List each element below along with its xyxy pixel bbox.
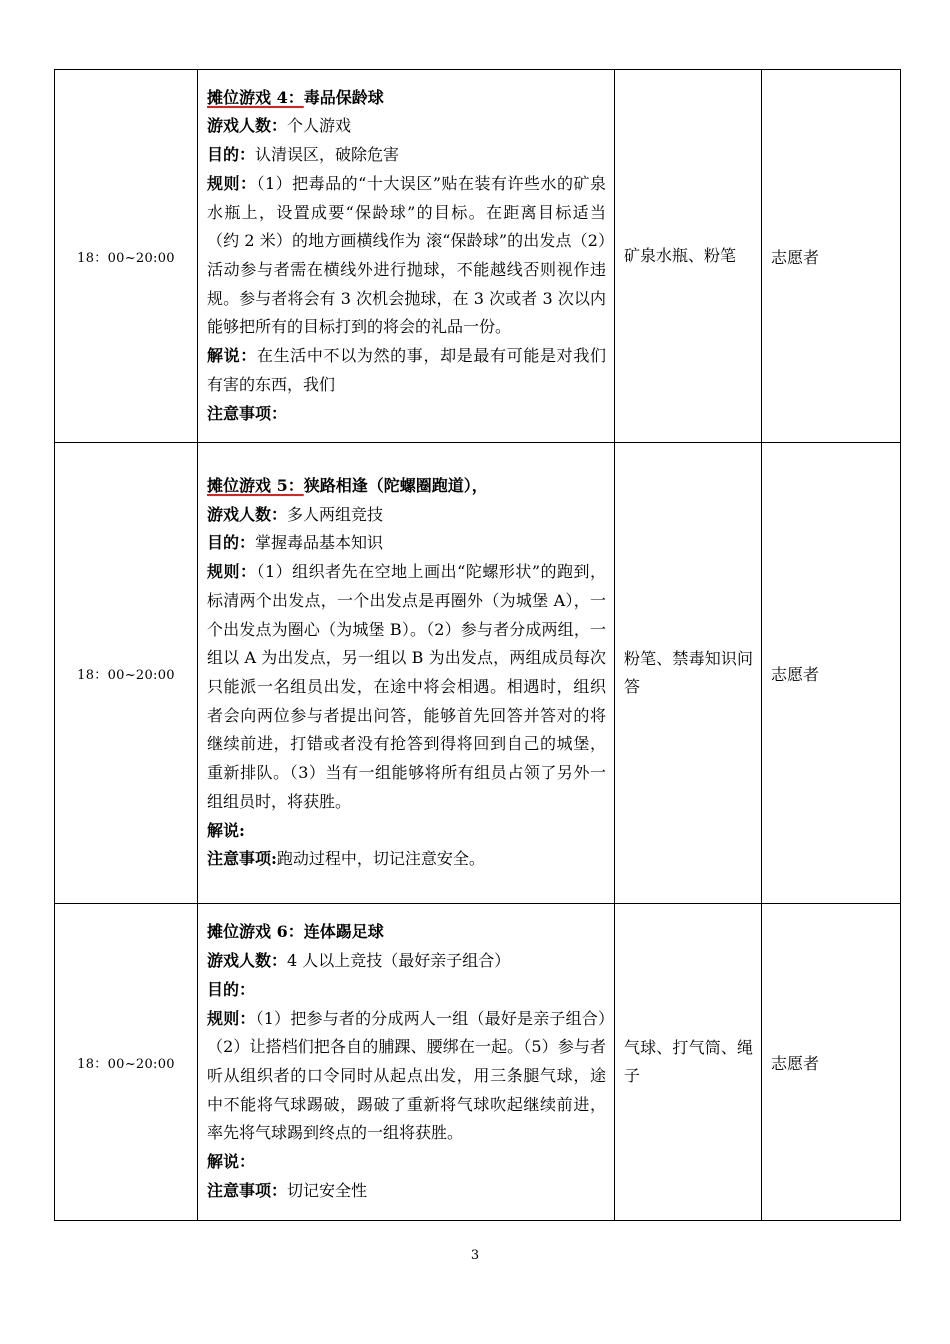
game-title-prefix: 摊位游戏 5：	[207, 476, 304, 496]
players-line	[207, 501, 606, 530]
time-cell: 18：00~20:00	[55, 904, 198, 1221]
rules-value: （1）把毒品的“十大误区”贴在装有许些水的矿泉水瓶上，设置成要“保龄球”的目标。在距离目标适当（约 2 米）的地方画横线作为 滚“保龄球”的出发点（2）活动参与者需在横线外进行抛球，不能越线否则视作违规。参与者将会有 3 次机会抛球，在 3 次或者 3 次以内能够把所有的目标打到的将会的礼品一份。	[207, 173, 606, 337]
players-value: 4 人以上竞技（最好亲子组合）	[287, 951, 511, 971]
notes-label: 注意事项:	[207, 849, 277, 869]
time-cell: 18：00~20:00	[55, 443, 198, 904]
game-title	[207, 84, 606, 113]
game-description-cell	[198, 904, 615, 1221]
game-description-cell	[198, 443, 615, 904]
game-title-name: 连体踢足球	[303, 922, 384, 942]
materials-cell: 矿泉水瓶、粉笔	[615, 70, 762, 443]
purpose-value: 掌握毒品基本知识	[255, 533, 384, 553]
rules-line	[207, 1005, 606, 1149]
game-title-name: 毒品保龄球	[303, 87, 384, 107]
players-value: 多人两组竞技	[287, 504, 384, 524]
rules-label: 规则：	[207, 173, 257, 193]
table-row	[55, 70, 901, 443]
rules-line	[207, 170, 606, 342]
purpose-label: 目的：	[207, 979, 256, 999]
explain-line	[207, 342, 606, 399]
purpose-line	[207, 529, 606, 558]
rules-value: （1）把参与者的分成两人一组（最好是亲子组合）（2）让搭档们把各自的脯踝、腰绑在一起。（5）参与者听从组织者的口令同时从起点出发，用三条腿气球，途中不能将气球踢破，踢破了重新将气球吹起继续前进，率先将气球踢到终点的一组将获胜。	[207, 1008, 606, 1143]
game-title	[207, 918, 606, 947]
purpose-label: 目的：	[207, 533, 256, 553]
activity-schedule-table	[54, 69, 901, 1221]
rules-label: 规则：	[207, 562, 257, 582]
notes-value: 切记安全性	[287, 1180, 368, 1200]
materials-cell: 气球、打气筒、绳子	[615, 904, 762, 1221]
game-title-prefix: 摊位游戏 4：	[207, 87, 304, 107]
explain-label: 解说:	[207, 820, 245, 840]
players-line	[207, 947, 606, 976]
rules-value: （1）组织者先在空地上画出“陀螺形状”的跑到，标清两个出发点，一个出发点是再圈外（为城堡 A），一个出发点为圈心（为城堡 B）。（2）参与者分成两组，一组以 A 为出发点，另一组以 B 为出发点，两组成员每次只能派一名组员出发，在途中将会相遇。相遇时，组织者会向两位参与者提出问答，能够首先回答并答对的将继续前进，打错或者没有抢答到得将回到自己的城堡，重新排队。（3）当有一组能够将所有组员占领了另外一组组员时，将获胜。	[207, 562, 606, 811]
game-title-name: 狭路相逢（陀螺圈跑道），	[303, 476, 488, 496]
notes-label: 注意事项：	[207, 1180, 288, 1200]
players-label: 游戏人数：	[207, 951, 288, 971]
purpose-line	[207, 141, 606, 170]
explain-label: 解说：	[207, 1152, 256, 1172]
staff-cell: 志愿者	[762, 904, 901, 1221]
notes-line	[207, 1177, 606, 1206]
players-line	[207, 112, 606, 141]
players-label: 游戏人数：	[207, 504, 288, 524]
notes-label: 注意事项：	[207, 403, 288, 423]
time-cell: 18：00~20:00	[55, 70, 198, 443]
rules-label: 规则：	[207, 1008, 256, 1028]
purpose-line	[207, 976, 606, 1005]
explain-line	[207, 817, 606, 846]
purpose-label: 目的：	[207, 145, 256, 165]
notes-line	[207, 845, 606, 874]
notes-value: 跑动过程中，切记注意安全。	[276, 849, 485, 869]
explain-value: 在生活中不以为然的事，却是最有可能是对我们有害的东西，我们	[207, 346, 606, 394]
table-row	[55, 443, 901, 904]
game-title	[207, 472, 606, 501]
players-value: 个人游戏	[287, 116, 352, 136]
rules-line	[207, 558, 606, 816]
game-description-cell	[198, 70, 615, 443]
game-title-prefix: 摊位游戏 6：	[207, 922, 304, 942]
purpose-value: 认清误区，破除危害	[255, 145, 400, 165]
table-row	[55, 904, 901, 1221]
notes-line	[207, 400, 606, 429]
explain-line	[207, 1148, 606, 1177]
staff-cell: 志愿者	[762, 443, 901, 904]
players-label: 游戏人数：	[207, 116, 288, 136]
staff-cell: 志愿者	[762, 70, 901, 443]
explain-label: 解说：	[207, 346, 257, 366]
materials-cell: 粉笔、禁毒知识问答	[615, 443, 762, 904]
page-number: 3	[470, 1248, 480, 1263]
